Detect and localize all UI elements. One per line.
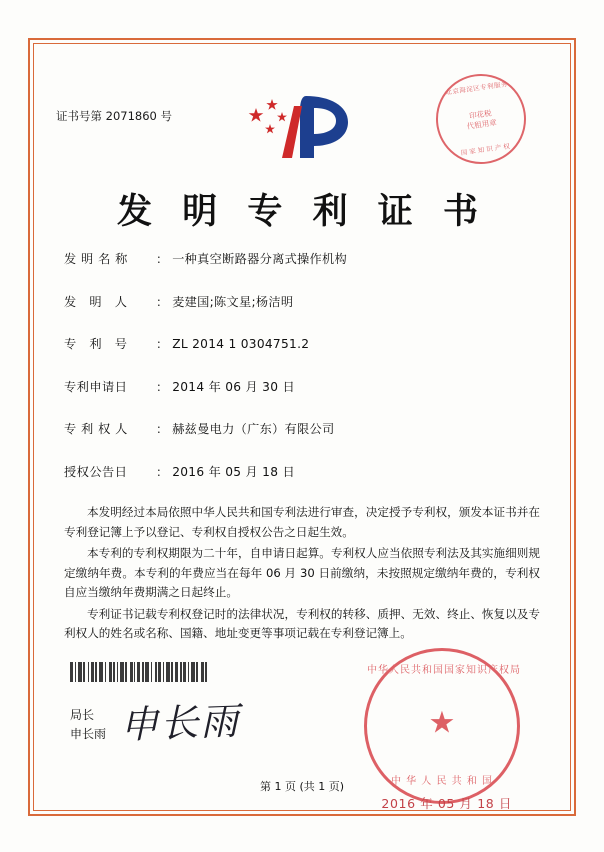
field-value-patent-number: ZL 2014 1 0304751.2 <box>172 337 310 351</box>
seal-ring-top-text: 中华人民共和国国家知识产权局 <box>367 665 521 676</box>
field-row <box>64 420 540 437</box>
field-separator: ： <box>156 422 169 436</box>
tax-stamp-arc-text: 北京海淀区专利服务 <box>444 79 509 97</box>
paragraph-2: 本专利的专利权期限为二十年，自申请日起算。专利权人应当依照专利法及其实施细则规定缴纳年费。本专利的年费应当在每年 06 月 30 日前缴纳，未按照规定缴纳年费的，专利权自应当缴纳年费期满之日起终止。 <box>64 546 540 599</box>
field-list <box>64 250 540 505</box>
certificate-number: 证书号第 2071860 号 <box>56 109 173 123</box>
tax-stamp-middle-text: 印花税 代租用章 <box>466 108 498 131</box>
tax-stamp-bottom-text: 国 家 知 识 产 权 <box>460 142 511 158</box>
field-value-invention-name: 一种真空断路器分离式操作机构 <box>172 252 348 266</box>
field-label: 授权公告日 <box>64 464 128 479</box>
page-footer: 第 1 页 (共 1 页) <box>259 780 345 793</box>
field-separator: ： <box>156 464 169 479</box>
field-value-patentee: 赫兹曼电力（广东）有限公司 <box>172 422 335 436</box>
field-label: 专利申请日 <box>64 379 128 394</box>
field-row <box>64 378 540 395</box>
sipo-logo-icon <box>244 88 360 164</box>
field-label: 发 明 名 称 <box>64 252 128 266</box>
director-name-label: 申长雨 <box>70 727 107 741</box>
seal-date: 2016 年 05 月 18 日 <box>381 796 512 811</box>
field-label: 专 利 号 <box>64 337 128 351</box>
certificate-content <box>48 56 556 811</box>
paragraph-1: 本发明经过本局依照中华人民共和国专利法进行审查，决定授予专利权，颁发本证书并在专利登记簿上予以登记、专利权自授权公告之日起生效。 <box>64 505 540 539</box>
field-row <box>64 293 540 310</box>
document-title: 发 明 专 利 证 书 <box>117 192 487 232</box>
seal-star-icon: ★ <box>428 705 456 741</box>
field-value-application-date: 2014 年 06 月 30 日 <box>172 379 295 394</box>
field-label: 专 利 权 人 <box>64 422 128 436</box>
field-separator: ： <box>156 379 169 394</box>
director-title-label: 局长 <box>70 708 95 722</box>
body-text <box>64 503 540 646</box>
field-row <box>64 463 540 480</box>
field-separator: ： <box>156 337 169 351</box>
paragraph-3: 专利证书记载专利权登记时的法律状况，专利权的转移、质押、无效、终止、恢复以及专利权人的姓名或名称、国籍、地址变更等事项记载在专利登记簿上。 <box>64 606 540 640</box>
field-value-grant-date: 2016 年 05 月 18 日 <box>172 464 295 479</box>
tax-stamp-seal <box>430 68 532 170</box>
field-row <box>64 250 540 267</box>
signature-block <box>70 706 106 744</box>
field-value-inventors: 麦建国;陈文星;杨洁明 <box>172 294 294 309</box>
barcode <box>70 662 220 682</box>
field-row <box>64 335 540 352</box>
field-separator: ： <box>156 252 169 266</box>
handwritten-signature: 申长雨 <box>119 698 241 748</box>
field-label: 发 明 人 <box>64 294 128 309</box>
seal-ring-bottom-text: 中 华 人 民 共 和 国 <box>390 776 494 787</box>
field-separator: ： <box>156 294 169 309</box>
